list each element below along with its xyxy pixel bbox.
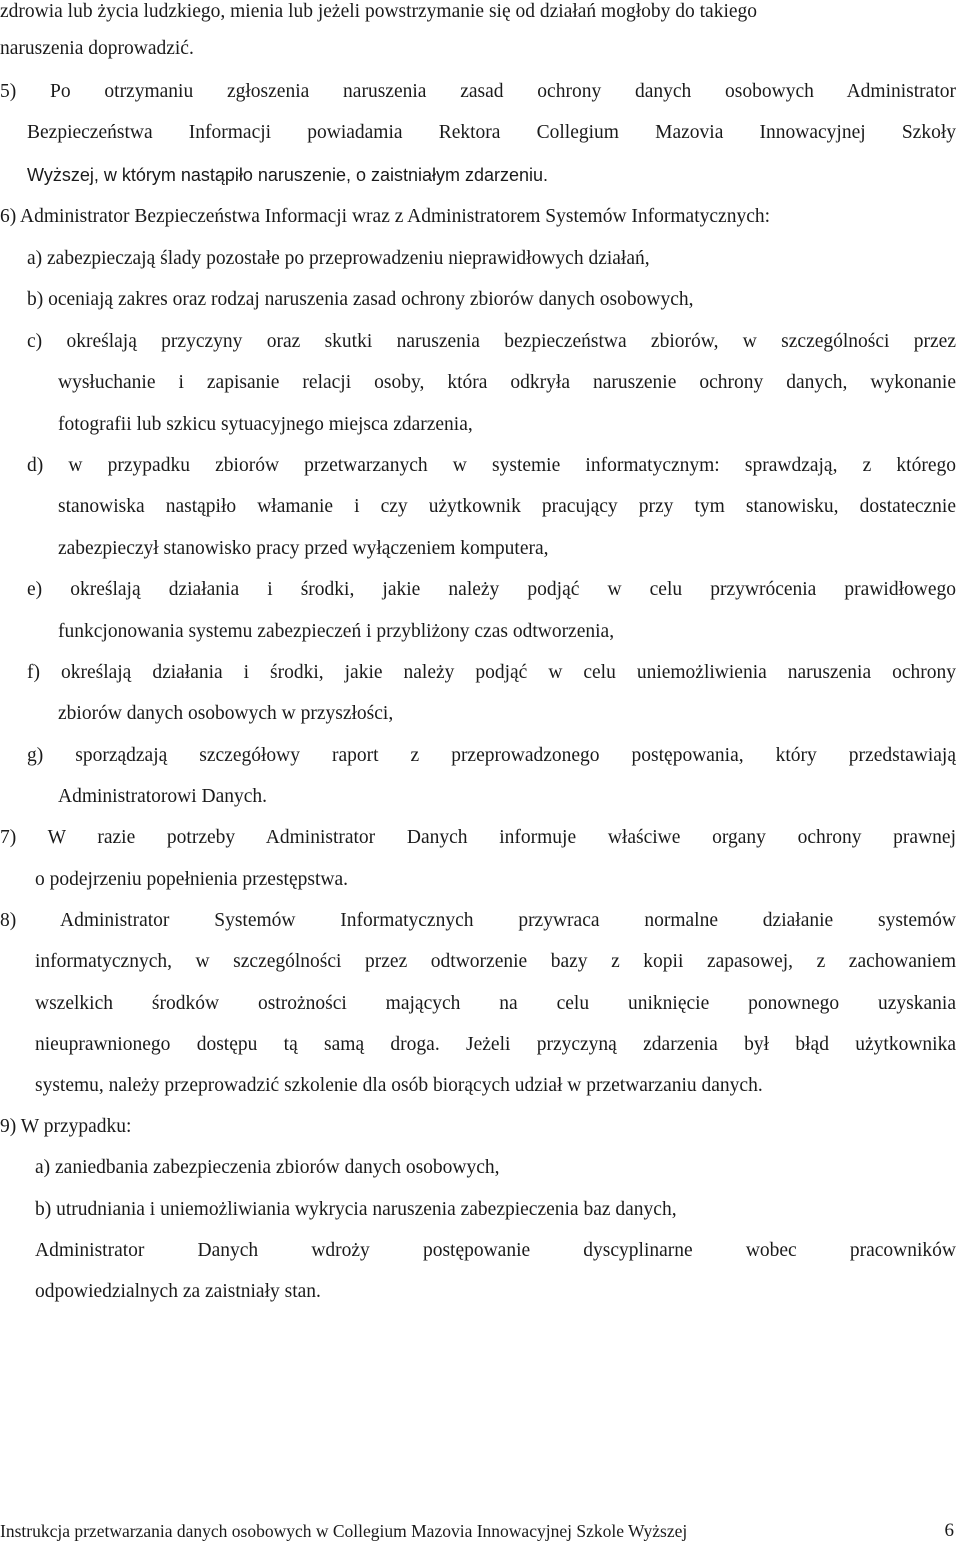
list-item-continuation: stanowiska nastąpiło włamanie i czy użytkownik pracujący przy tym stanowisku, dostatecznie [58, 496, 956, 517]
list-item-continuation: wysłuchanie i zapisanie relacji osoby, która odkryła naruszenie ochrony danych, wykonanie [58, 372, 956, 393]
list-item: b) oceniają zakres oraz rodzaj naruszenia zasad ochrony zbiorów danych osobowych, [27, 289, 694, 310]
list-item-continuation: funkcjonowania systemu zabezpieczeń i przybliżony czas odtworzenia, [58, 621, 615, 642]
paragraph-line: odpowiedzialnych za zaistniały stan. [35, 1281, 321, 1302]
list-item: f) określają działania i środki, jakie należy podjąć w celu uniemożliwienia naruszenia ochrony [27, 662, 956, 683]
list-item-continuation: Administratorowi Danych. [58, 786, 268, 807]
paragraph-line: 6) Administrator Bezpieczeństwa Informacji wraz z Administratorem Systemów Informatycznych: [0, 206, 771, 227]
paragraph-line: informatycznych, w szczególności przez odtworzenie bazy z kopii zapasowej, z zachowaniem [35, 951, 956, 972]
list-item: c) określają przyczyny oraz skutki naruszenia bezpieczeństwa zbiorów, w szczególności przez [27, 331, 956, 352]
paragraph-line: 7) W razie potrzeby Administrator Danych informuje właściwe organy ochrony prawnej [0, 827, 956, 848]
paragraph-line: zdrowia lub życia ludzkiego, mienia lub jeżeli powstrzymanie się od działań mogłoby do takiego [0, 1, 758, 22]
paragraph-line: 9) W przypadku: [0, 1116, 132, 1137]
list-item-continuation: zabezpieczył stanowisko pracy przed wyłączeniem komputera, [58, 538, 549, 559]
paragraph-line: Wyższej, w którym nastąpiło naruszenie, o zaistniałym zdarzeniu. [27, 165, 549, 185]
list-item: a) zabezpieczają ślady pozostałe po przeprowadzeniu nieprawidłowych działań, [27, 248, 650, 269]
paragraph-line: nieuprawnionego dostępu tą samą droga. Jeżeli przyczyną zdarzenia był błąd użytkownika [35, 1034, 956, 1055]
paragraph-line: naruszenia doprowadzić. [0, 38, 194, 59]
paragraph-line: systemu, należy przeprowadzić szkolenie dla osób biorących udział w przetwarzaniu danych. [35, 1075, 763, 1096]
paragraph-line: wszelkich środków ostrożności mających na celu uniknięcie ponownego uzyskania [35, 993, 956, 1014]
page-number: 6 [944, 1520, 954, 1541]
list-item-continuation: fotografii lub szkicu sytuacyjnego miejsca zdarzenia, [58, 414, 473, 435]
paragraph-line: 5) Po otrzymaniu zgłoszenia naruszenia zasad ochrony danych osobowych Administrator [0, 81, 956, 102]
list-item: e) określają działania i środki, jakie należy podjąć w celu przywrócenia prawidłowego [27, 579, 956, 600]
list-item: g) sporządzają szczegółowy raport z przeprowadzonego postępowania, który przedstawiają [27, 745, 956, 766]
footer-title: Instrukcja przetwarzania danych osobowych w Collegium Mazovia Innowacyjnej Szkole Wyższej [0, 1521, 688, 1541]
paragraph-line: Administrator Danych wdroży postępowanie dyscyplinarne wobec pracowników [35, 1240, 956, 1261]
list-item-continuation: zbiorów danych osobowych w przyszłości, [58, 703, 394, 724]
paragraph-line: 8) Administrator Systemów Informatycznych przywraca normalne działanie systemów [0, 910, 956, 931]
list-item: b) utrudniania i uniemożliwiania wykrycia naruszenia zabezpieczenia baz danych, [35, 1199, 677, 1220]
list-item: d) w przypadku zbiorów przetwarzanych w systemie informatycznym: sprawdzają, z którego [27, 455, 956, 476]
list-item: a) zaniedbania zabezpieczenia zbiorów danych osobowych, [35, 1157, 500, 1178]
paragraph-line: o podejrzeniu popełnienia przestępstwa. [35, 869, 348, 890]
paragraph-line: Bezpieczeństwa Informacji powiadamia Rektora Collegium Mazovia Innowacyjnej Szkoły [27, 122, 956, 143]
